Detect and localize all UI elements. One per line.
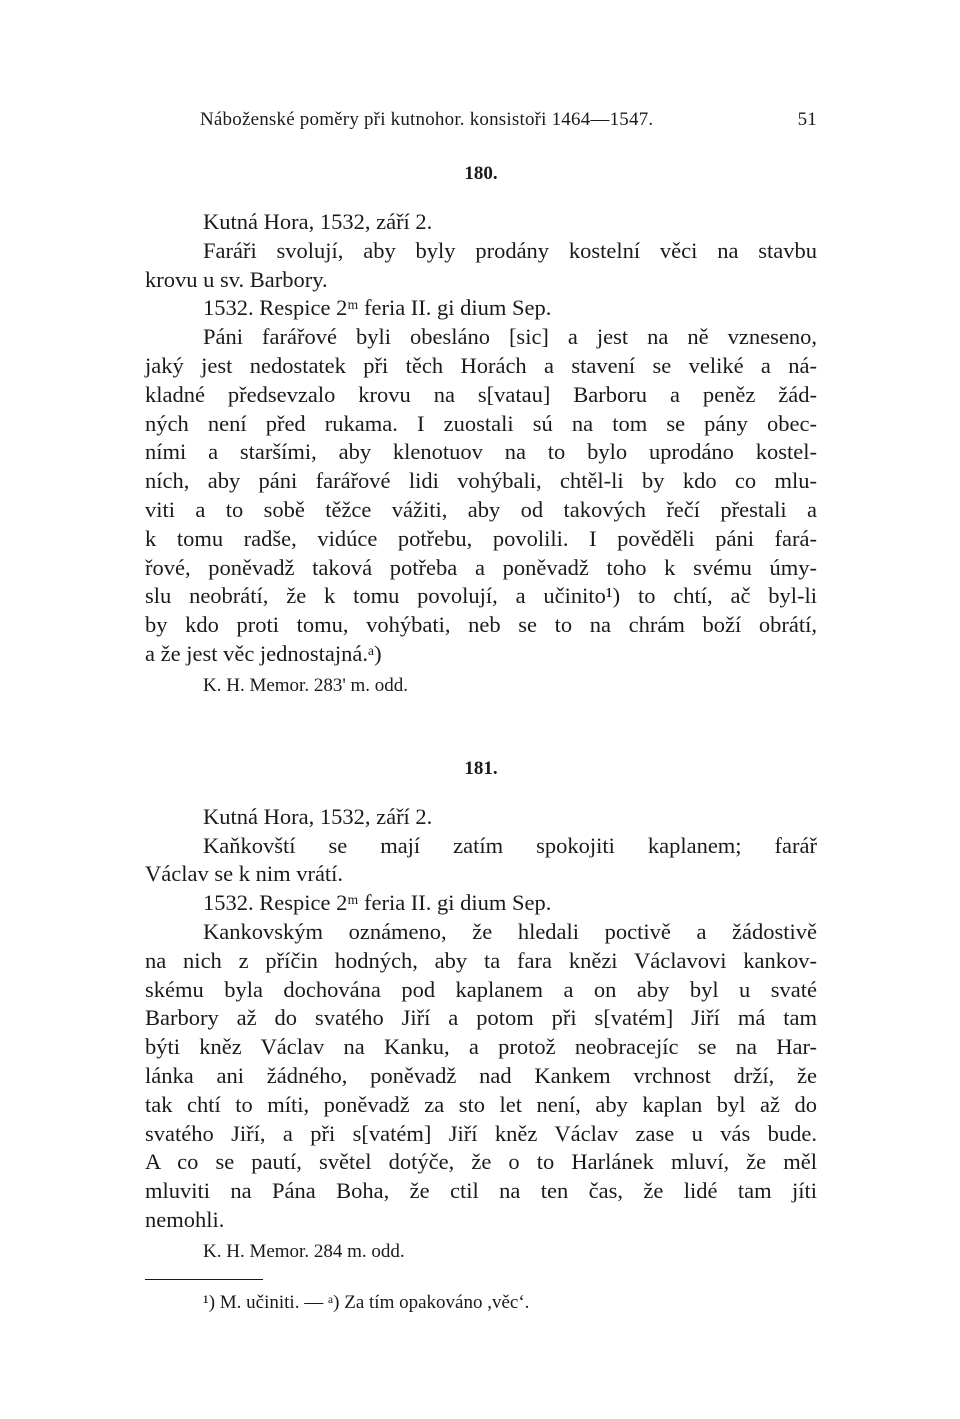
document-181 [145,749,817,1267]
place-date: Kutná Hora, 1532, září 2. [203,803,433,829]
document-number: 180. [464,163,498,184]
text-line: mluviti na Pána Boha, že ctil na ten čas, že lidé tam jíti [145,1178,817,1204]
source-citation: K. H. Memor. 283' m. odd. [203,674,409,696]
dating-line: 1532. Respice 2ᵐ feria II. gi dium Sep. [203,890,552,916]
text-line: nemohli. [145,1206,225,1232]
text-line: by kdo proti tomu, vohýbati, neb se to na chrám boží obrátí, [145,612,817,638]
text-line: k tomu radše, vidúce potřebu, povolili. I pověděli páni fará- [145,525,817,551]
text-line: A co se pautí, světel dotýče, že o to Harlánek mluví, že měl [145,1149,817,1175]
text-line: Páni farářové byli obesláno [sic] a jest na ně vzneseno, [203,324,817,350]
source-citation: K. H. Memor. 284 m. odd. [203,1240,405,1262]
text-line: viti a to sobě těžce vážiti, aby od takových řečí přestali a [145,496,817,522]
regest-line: Kaňkovští se mají zatím spokojiti kaplanem; farář [203,832,817,858]
regest-line: Václav se k nim vrátí. [145,861,344,887]
regest-line: krovu u sv. Barbory. [145,266,328,292]
text-line: skému byla dochována pod kaplanem a on aby byl u svaté [145,976,817,1002]
document-180 [145,154,817,701]
text-line: Kankovským oznámeno, že hledali poctivě a žádostivě [203,918,817,944]
running-header-title: Náboženské poměry při kutnohor. konsistoři 1464—1547. [200,109,654,130]
text-line: kladné předsevzalo krovu na s[vatau] Barboru a peněz žád- [145,381,817,407]
section-gap [145,701,817,749]
text-line: tak chtí to míti, poněvadž za sto let není, aby kaplan byl až do [145,1091,817,1117]
text-line: lánka ani žádného, poněvadž nad Kankem vrchnost drží, že [145,1062,817,1088]
text-line: jaký jest nedostatek při těch Horách a stavení se veliké a ná- [145,352,817,378]
document-number: 181. [464,757,498,779]
text-line: a že jest věc jednostajná.ᵃ) [145,640,382,666]
text-line: na nich z příčin hodných, aby ta fara knězi Václavovi kankov- [145,947,817,973]
text-line: ními a staršími, aby klenotuov na to bylo uprodáno kostel- [145,439,817,465]
text-line: ných není před rukama. I zuostali sú na tom se pány obec- [145,410,817,436]
place-date: Kutná Hora, 1532, září 2. [203,209,433,234]
text-line: řové, poněvadž taková potřeba a poněvadž toho k svému úmy- [145,554,817,580]
page-number: 51 [797,109,817,130]
text-line: Barbory až do svatého Jiří a potom při s[vatém] Jiří má tam [145,1005,817,1031]
text-line: ních, aby páni farářové lidi vohýbali, chtěl-li by kdo co mlu- [145,468,817,494]
dating-line: 1532. Respice 2ᵐ feria II. gi dium Sep. [203,295,552,321]
footnote: ¹) M. učiniti. — ᵃ) Za tím opakováno ,věc‘. [203,1291,530,1313]
footnote-divider [145,1279,263,1280]
running-header [145,100,817,140]
document-page [145,100,817,1318]
text-line: býti kněz Václav na Kanku, a protož neobracejíc se na Har- [145,1034,817,1060]
regest-line: Faráři svolují, aby byly prodány kostelní věci na stavbu [203,237,817,263]
text-line: slu neobrátí, že k tomu povolují, a učinito¹) to chtí, ač byl-li [145,583,817,609]
text-line: svatého Jiří, a při s[vatém] Jiří kněz Václav zase u vás bude. [145,1120,817,1146]
